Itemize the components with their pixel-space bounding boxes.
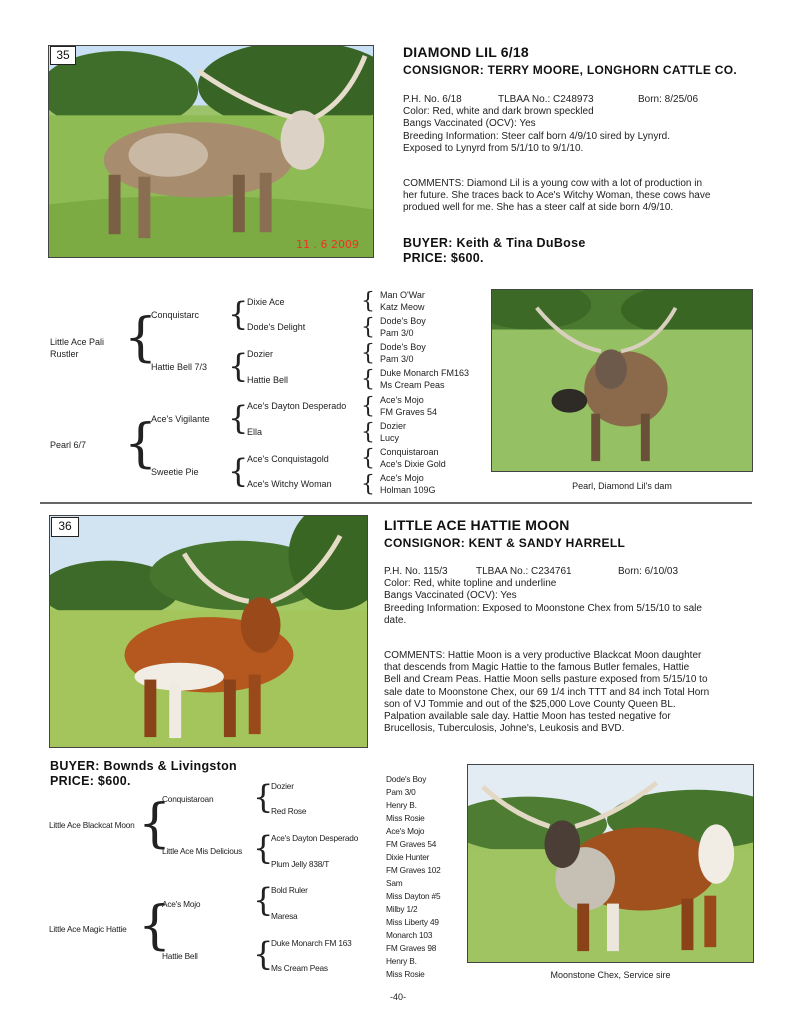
brace-icon: { (124, 414, 158, 474)
lot35-pedigree-g4: Dozier (380, 421, 407, 431)
lot35-pedigree-g3: Ace's Dayton Desperado (247, 401, 347, 411)
lot35-bangs: Bangs Vaccinated (OCV): Yes (403, 118, 536, 130)
lot35-pedigree-g4: Conquistaroan (380, 447, 439, 457)
brace-icon: { (253, 829, 274, 867)
lot36-breeding-line1: Breeding Information: Exposed to Moonstone Chex from 5/15/10 to sale (384, 602, 702, 614)
lot35-born: Born: 8/25/06 (638, 94, 699, 105)
brace-icon: { (253, 778, 274, 816)
lot36-buyer: BUYER: Bownds & Livingston (50, 759, 237, 773)
lot36-pedigree-g3: Dozier (271, 781, 294, 791)
brace-icon: { (228, 347, 249, 385)
brace-icon: { (361, 315, 375, 340)
lot35-buyer: BUYER: Keith & Tina DuBose (403, 236, 586, 250)
lot35-pedigree-g4: Dode's Boy (380, 342, 426, 352)
brace-icon: { (228, 399, 249, 437)
lot36-pedigree-g3: Maresa (271, 911, 298, 921)
lot35-pedigree-g2: Conquistarc (151, 310, 200, 320)
lot35-pedigree-g4: Holman 109G (380, 485, 436, 495)
lot35-price: PRICE: $600. (403, 251, 484, 265)
lot35-comments-line: produed well for me. She has a steer calf at side born 4/9/10. (403, 202, 674, 214)
lot36-pedigree-dam: Little Ace Magic Hattie (49, 924, 127, 934)
lot35-pedigree-g3: Dixie Ace (247, 297, 285, 307)
lot36-pedigree-g4: Dode's Boy (386, 774, 427, 784)
lot35-number-box: 35 (50, 46, 76, 65)
brace-icon: { (361, 420, 375, 445)
lot35-pedigree-g4: Lucy (380, 433, 400, 443)
lot36-pedigree-g3: Ms Cream Peas (271, 963, 328, 973)
lot35-pedigree-g3: Dozier (247, 349, 274, 359)
lot35-pedigree-g4: Ace's Mojo (380, 473, 424, 483)
lot35-pedigree-g4: Ms Cream Peas (380, 380, 445, 390)
brace-icon: { (138, 896, 172, 956)
lot35-pedigree-g4: Ace's Dixie Gold (380, 459, 446, 469)
lot36-pedigree-sire: Little Ace Blackcat Moon (49, 820, 135, 830)
lot36-price: PRICE: $600. (50, 774, 131, 788)
lot36-pedigree-g2: Little Ace Mis Delicious (162, 846, 243, 856)
page-number: -40- (390, 992, 407, 1002)
brace-icon: { (253, 935, 274, 973)
lot36-pedigree-g4: Miss Rosie (386, 813, 425, 823)
lot36-pedigree-g4: Ace's Mojo (386, 826, 425, 836)
brace-icon: { (361, 446, 375, 471)
brace-icon: { (253, 881, 274, 919)
lot35-pedigree-g4: FM Graves 54 (380, 407, 438, 417)
lot36-pedigree-g2: Ace's Mojo (162, 899, 201, 909)
lot36-title: LITTLE ACE HATTIE MOON (384, 517, 570, 533)
lot35-photo (48, 45, 374, 258)
lot36-pedigree-g4: Milby 1/2 (386, 904, 418, 914)
brace-icon: { (361, 367, 375, 392)
lot36-consignor: CONSIGNOR: KENT & SANDY HARRELL (384, 536, 626, 550)
lot35-pedigree-g3: Ace's Conquistagold (247, 454, 329, 464)
lot35-info (403, 94, 763, 155)
lot36-sire-photo (467, 764, 754, 963)
lot35-dam-photo (491, 289, 753, 472)
lot35-pedigree-g2: Sweetie Pie (151, 467, 199, 477)
lot36-comments-line: COMMENTS: Hattie Moon is a very productive Blackcat Moon daughter (384, 650, 702, 661)
lot36-comments-line: Bell and Cream Peas. Hattie Moon sells pasture exposed from 5/15/10 to (384, 674, 708, 686)
lot36-comments-line: sale date to Moonstone Chex, our 69 1/4 inch TTT and 84 inch Total Horn (384, 686, 710, 698)
lot36-pedigree-g3: Bold Ruler (271, 885, 308, 895)
section-divider (40, 502, 752, 504)
lot35-comments-line: COMMENTS: Diamond Lil is a young cow with a lot of production in (403, 178, 703, 189)
lot36-comments-line: that descends from Magic Hattie to the famous Butler females, Hattie (384, 662, 690, 674)
lot35-pedigree-g4: Katz Meow (380, 302, 425, 312)
lot36-comments-line: Palpation available sale day. Hattie Moon has tested negative for (384, 711, 671, 723)
lot36-pedigree-g3: Red Rose (271, 806, 307, 816)
lot36-pedigree-g4: FM Graves 54 (386, 839, 437, 849)
lot36-pedigree-g4: Miss Liberty 49 (386, 917, 439, 927)
lot35-comments (403, 178, 763, 215)
lot35-pedigree-g3: Ace's Witchy Woman (247, 479, 332, 489)
brace-icon: { (361, 394, 375, 419)
lot35-tlbaa-number: TLBAA No.: C248973 (498, 94, 594, 105)
lot35-pedigree-g4: Pam 3/0 (380, 354, 414, 364)
lot36-born: Born: 6/10/03 (618, 566, 679, 577)
brace-icon: { (228, 452, 249, 490)
brace-icon: { (361, 289, 375, 314)
lot36-comments (384, 650, 774, 735)
brace-icon: { (361, 341, 375, 366)
lot36-pedigree-g4: Dixie Hunter (386, 852, 430, 862)
lot35-pedigree-g2: Hattie Bell 7/3 (151, 362, 208, 372)
lot35-pedigree-sire: Little Ace Pali Rustler (50, 337, 105, 359)
lot35-pedigree-g4: Dode's Boy (380, 316, 426, 326)
lot35-photo-date-stamp: 11 . 6 2009 (296, 238, 359, 251)
brace-icon: { (228, 295, 249, 333)
lot35-pedigree-g3: Ella (247, 427, 263, 437)
lot35-pedigree-dam: Pearl 6/7 (50, 440, 87, 450)
lot36-pedigree-g4: Monarch 103 (386, 930, 433, 940)
lot36-pedigree-g4: Miss Rosie (386, 969, 425, 979)
lot36-pedigree-g4: Sam (386, 878, 403, 888)
lot36-pedigree-g3: Duke Monarch FM 163 (271, 938, 352, 948)
lot35-pedigree-g2: Ace's Vigilante (151, 414, 210, 424)
lot36-pedigree-g4: Miss Dayton #5 (386, 891, 441, 901)
lot36-pedigree-g4: FM Graves 98 (386, 943, 437, 953)
lot35-comments-line: her future. She traces back to Ace's Witchy Woman, these cows have (403, 190, 711, 202)
lot36-comments-line: Brucellosis, Tuberculosis, Johne's, Leukosis and BVD. (384, 723, 625, 735)
lot35-pedigree-g4: Duke Monarch FM163 (380, 368, 470, 378)
lot35-pedigree-g4: Pam 3/0 (380, 328, 414, 338)
lot35-pedigree-g3: Hattie Bell (247, 375, 289, 385)
lot36-pedigree-g3: Plum Jelly 838/T (271, 859, 330, 869)
lot35-consignor: CONSIGNOR: TERRY MOORE, LONGHORN CATTLE CO. (403, 63, 738, 77)
lot35-pedigree-g4: Man O'War (380, 290, 425, 300)
lot36-pedigree-g3: Ace's Dayton Desperado (271, 833, 359, 843)
lot35-color: Color: Red, white and dark brown speckled (403, 106, 594, 118)
brace-icon: { (124, 308, 158, 368)
lot36-bangs: Bangs Vaccinated (OCV): Yes (384, 590, 517, 602)
lot36-ph-number: P.H. No. 115/3 (384, 566, 448, 577)
lot36-pedigree-g2: Conquistaroan (162, 794, 214, 804)
lot36-pedigree-g4: Henry B. (386, 956, 417, 966)
lot36-color: Color: Red, white topline and underline (384, 578, 557, 590)
lot36-pedigree-g2: Hattie Bell (162, 951, 198, 961)
lot36-breeding-line2: date. (384, 614, 407, 626)
brace-icon: { (361, 472, 375, 497)
lot36-number-box: 36 (51, 517, 79, 537)
lot36-tlbaa-number: TLBAA No.: C234761 (476, 566, 572, 577)
lot36-pedigree-g4: Henry B. (386, 800, 417, 810)
lot36-pedigree-g4: Pam 3/0 (386, 787, 416, 797)
lot35-title: DIAMOND LIL 6/18 (403, 44, 529, 60)
lot36-pedigree-g4: FM Graves 102 (386, 865, 441, 875)
lot36-comments-line: son of VJ Tommie and out of the $25,000 Love County Queen BL. (384, 698, 676, 710)
lot35-pedigree-g3: Dode's Delight (247, 322, 306, 332)
lot35-pedigree-g4: Ace's Mojo (380, 395, 424, 405)
brace-icon: { (138, 794, 172, 854)
lot35-breeding-line2: Exposed to Lynyrd from 5/1/10 to 9/1/10. (403, 142, 584, 154)
lot35-breeding-line1: Breeding Information: Steer calf born 4/9/10 sired by Lynyrd. (403, 130, 670, 142)
lot36-info (384, 566, 764, 627)
lot35-dam-caption: Pearl, Diamond Lil's dam (572, 481, 672, 491)
lot35-ph-number: P.H. No. 6/18 (403, 94, 462, 105)
lot36-sire-caption: Moonstone Chex, Service sire (550, 970, 671, 980)
lot36-photo (49, 515, 368, 748)
